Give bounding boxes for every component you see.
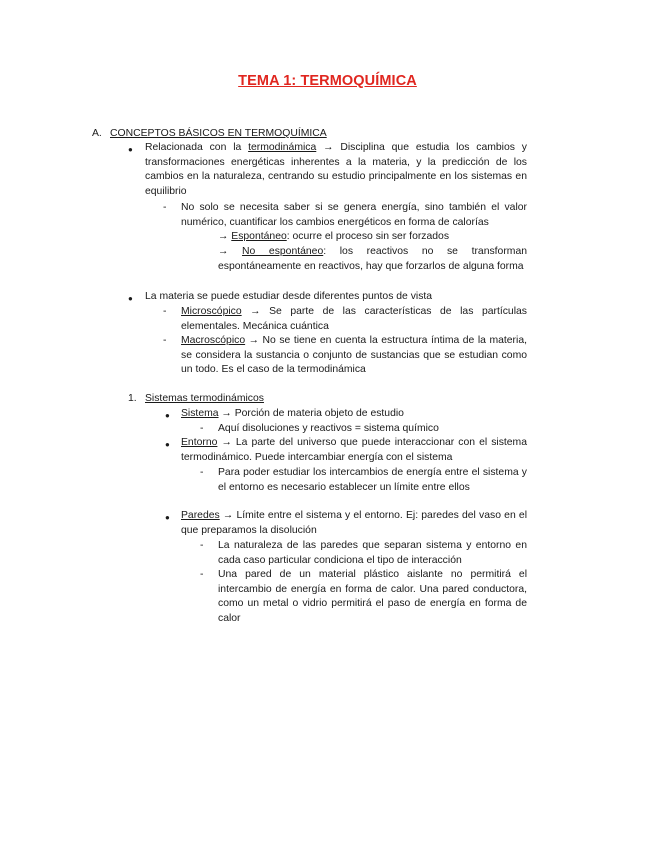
section-number: 1. [128, 393, 137, 404]
term-microscopico: Microscópico [181, 306, 242, 317]
bullet-paredes [181, 509, 527, 538]
bullet-text: Relacionada con la [145, 142, 249, 153]
section-letter: A. [92, 128, 102, 139]
dash-marker: - [200, 467, 204, 478]
sistema-definition: → Porción de materia objeto de estudio [218, 408, 404, 419]
term-no-espontaneo: No espontáneo [242, 246, 324, 257]
sub-item-macroscopico [181, 334, 527, 378]
paredes-definition: → Límite entre el sistema y el entorno. Ej: paredes del vaso en el que preparamos la disolución [181, 510, 527, 536]
bullet-termodinamica [145, 141, 527, 200]
no-espontaneo-definition: : los reactivos no se transforman espontáneamente en reactivos, hay que forzarlos de alguna forma [218, 246, 528, 272]
entorno-definition: → La parte del universo que puede interaccionar con el sistema termodinámico. Puede intercambiar energía con el sistema [181, 437, 527, 463]
bullet-dot-icon: ● [128, 294, 133, 303]
dash-marker: - [200, 540, 204, 551]
sub-item-sistema: Aquí disoluciones y reactivos = sistema químico [218, 423, 439, 434]
espontaneo-item [218, 230, 449, 245]
bullet-text-continued: → Disciplina que estudia los cambios y transformaciones energéticas inherentes a la materia, y la predicción de los cambios en la naturaleza, centrando su estudio principalmente en los sistemas en equilibrio [145, 142, 527, 198]
sub-item-paredes-naturaleza: La naturaleza de las paredes que separan sistema y entorno en cada caso particular condiciona el tipo de interacción [218, 540, 527, 566]
term-entorno: Entorno [181, 437, 218, 448]
term-sistema: Sistema [181, 408, 219, 419]
dash-marker: - [163, 306, 167, 317]
macroscopico-definition: → No se tiene en cuenta la estructura íntima de la materia, se considera la sustancia o conjunto de sustancias que se estudian como un todo. Es el caso de la termodinámica [181, 335, 527, 376]
sub-item-microscopico [181, 305, 527, 334]
bullet-dot-icon: ● [165, 513, 170, 522]
bullet-dot-icon: ● [165, 411, 170, 420]
section-1-heading [145, 392, 264, 407]
sub-item-entorno: Para poder estudiar los intercambios de energía entre el sistema y el entorno es necesario establecer un límite entre ellos [218, 467, 527, 493]
sub-item-paredes-material: Una pared de un material plástico aislante no permitirá el intercambio de energía en forma de calor. Una pared conductora, como un metal o vidrio permitirá el paso de energía en forma de calor [218, 569, 527, 625]
sub-item-energia: No solo se necesita saber si se genera energía, sino también el valor numérico, cuantificar los cambios energéticos en forma de calorías [181, 202, 527, 228]
bullet-dot-icon: ● [165, 440, 170, 449]
term-macroscopico: Macroscópico [181, 335, 246, 346]
bullet-sistema [181, 407, 404, 422]
dash-marker: - [163, 202, 167, 213]
arrow-icon: → [218, 246, 243, 257]
dash-marker: - [200, 569, 204, 580]
bullet-materia: La materia se puede estudiar desde diferentes puntos de vista [145, 291, 433, 302]
bullet-dot-icon: ● [128, 145, 133, 154]
microscopico-definition: → Se parte de las características de las partículas elementales. Mecánica cuántica [181, 306, 527, 332]
no-espontaneo-item [218, 245, 527, 274]
arrow-icon: → [218, 231, 232, 242]
dash-marker: - [163, 335, 167, 346]
term-termodinamica: termodinámica [248, 142, 317, 153]
dash-marker: - [200, 423, 204, 434]
espontaneo-definition: : ocurre el proceso sin ser forzados [286, 231, 450, 242]
page-title: TEMA 1: TERMOQUÍMICA [238, 73, 417, 89]
section-a-heading-text: CONCEPTOS BÁSICOS EN TERMOQUÍMICA [110, 128, 327, 139]
term-espontaneo: Espontáneo [231, 231, 287, 242]
section-a-heading [110, 127, 327, 142]
section-1-heading-text: Sistemas termodinámicos [145, 393, 264, 404]
bullet-entorno [181, 436, 527, 465]
term-paredes: Paredes [181, 510, 220, 521]
